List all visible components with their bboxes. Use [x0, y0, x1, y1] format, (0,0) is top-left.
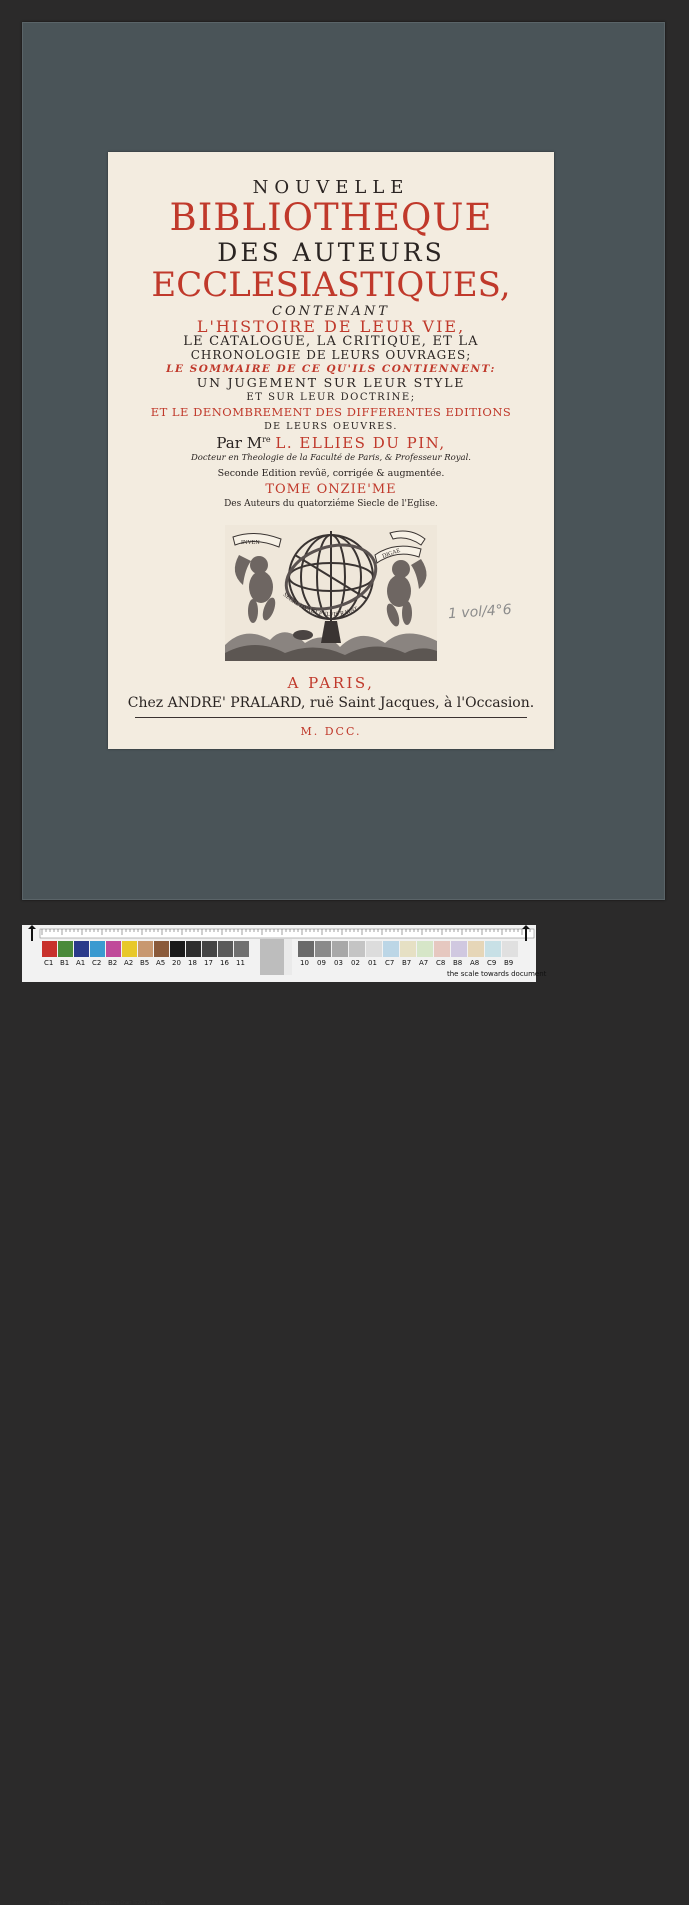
color-patch [202, 941, 217, 957]
pencil-note: 1 vol/4°6 [447, 601, 513, 623]
color-patch-label: B1 [60, 959, 70, 967]
grey-patch [417, 941, 433, 957]
color-patch [218, 941, 233, 957]
color-patch [138, 941, 153, 957]
color-patch [122, 941, 137, 957]
grey-patch [400, 941, 416, 957]
vignette-motto-text: SECRETIVAET PVLVIS RAVAT [281, 592, 359, 619]
grey-patch [315, 941, 331, 957]
vignette-banner-left: INVEN [241, 540, 260, 546]
grey-patch-label: C9 [487, 959, 497, 967]
line-denombrement: ET LE DENOMBREMENT DES DIFFERENTES EDITIONS [150, 405, 512, 419]
imprint-city: A PARIS, [287, 674, 375, 692]
color-patch [90, 941, 105, 957]
grey-patch-label: C7 [385, 959, 395, 967]
grey-patch [451, 941, 467, 957]
grey-patch [383, 941, 399, 957]
title-line-des-auteurs: DES AUTEURS [217, 238, 445, 267]
title-page [108, 152, 554, 749]
color-patch-label: C2 [92, 959, 102, 967]
grey-patch-label: 09 [317, 959, 326, 967]
grey-patch [502, 941, 518, 957]
par-label: Par M [216, 434, 263, 452]
grey-patch-label: 01 [368, 959, 377, 967]
grey-patch-label: B9 [504, 959, 514, 967]
vignette-banner-right: DIGAE [381, 547, 402, 560]
author-name: L. ELLIES DU PIN, [275, 434, 446, 452]
imprint-publisher: Chez ANDRE' PRALARD, ruë Saint Jacques, à l'Occasion. [127, 695, 535, 711]
color-patch [234, 941, 249, 957]
grey-patch [366, 941, 382, 957]
armillary-sphere-vignette [225, 525, 437, 661]
color-patch [74, 941, 89, 957]
color-patch [42, 941, 57, 957]
imprint-rule [135, 717, 527, 718]
grey-patch-label: 03 [334, 959, 343, 967]
par-superscript: re [262, 435, 271, 444]
grey-patch-label: B8 [453, 959, 463, 967]
grey-patch-label: C8 [436, 959, 446, 967]
color-patch-label: 16 [220, 959, 229, 967]
line-histoire: L'HISTOIRE DE LEUR VIE, [196, 317, 466, 336]
color-patch [154, 941, 169, 957]
grey-patch [434, 941, 450, 957]
line-catalogue: LE CATALOGUE, LA CRITIQUE, ET LA [183, 334, 479, 349]
color-patch-label: B2 [108, 959, 118, 967]
color-patch [58, 941, 73, 957]
color-patch-label: 11 [236, 959, 245, 967]
title-line-bibliotheque: BIBLIOTHEQUE [169, 196, 493, 239]
title-line-nouvelle: NOUVELLE [252, 177, 410, 198]
grey-patch-label: A7 [419, 959, 429, 967]
grey-patch-label: B7 [402, 959, 412, 967]
author-line [108, 436, 554, 451]
grey-patch [298, 941, 314, 957]
color-patch-label: 18 [188, 959, 197, 967]
line-oeuvres: DE LEURS OEUVRES. [264, 421, 398, 432]
color-patch [186, 941, 201, 957]
line-seconde-edition: Seconde Edition revûë, corrigée & augmentée. [217, 468, 445, 479]
line-doctrine: ET SUR LEUR DOCTRINE; [246, 392, 416, 403]
color-patch [106, 941, 121, 957]
color-patch-label: A5 [156, 959, 166, 967]
grey-patch-label: 02 [351, 959, 360, 967]
line-contenant: CONTENANT [272, 304, 390, 319]
grey-patch [349, 941, 365, 957]
color-patch [170, 941, 185, 957]
color-patch-label: A1 [76, 959, 86, 967]
color-patch-label: B5 [140, 959, 150, 967]
line-tome: TOME ONZIE'ME [265, 482, 397, 497]
grey-patch [485, 941, 501, 957]
color-patch-label: 20 [172, 959, 181, 967]
grey-patch [468, 941, 484, 957]
color-patch-label: A2 [124, 959, 134, 967]
color-card-note: the scale towards document [447, 970, 547, 978]
line-sommaire: LE SOMMAIRE DE CE QU'ILS CONTIENNENT: [166, 363, 496, 375]
line-chronologie: CHRONOLOGIE DE LEURS OUVRAGES; [190, 348, 472, 362]
color-card-maker: Image Engineering Scan Reference Chart TE263 Serial No. [49, 1900, 166, 1905]
imprint-date: M. DCC. [300, 725, 362, 738]
line-docteur: Docteur en Theologie de la Faculté de Paris, & Professeur Royal. [190, 453, 472, 463]
color-patch-label: 17 [204, 959, 213, 967]
title-line-ecclesiastiques: ECCLESIASTIQUES, [151, 265, 511, 305]
line-auteurs-siecle: Des Auteurs du quatorziéme Siecle de l'Eglise. [224, 499, 438, 509]
line-jugement: UN JUGEMENT SUR LEUR STYLE [196, 375, 466, 390]
grey-patch [332, 941, 348, 957]
grey-patch-label: A8 [470, 959, 480, 967]
grey-patch-label: 10 [300, 959, 309, 967]
color-patch-label: C1 [44, 959, 54, 967]
